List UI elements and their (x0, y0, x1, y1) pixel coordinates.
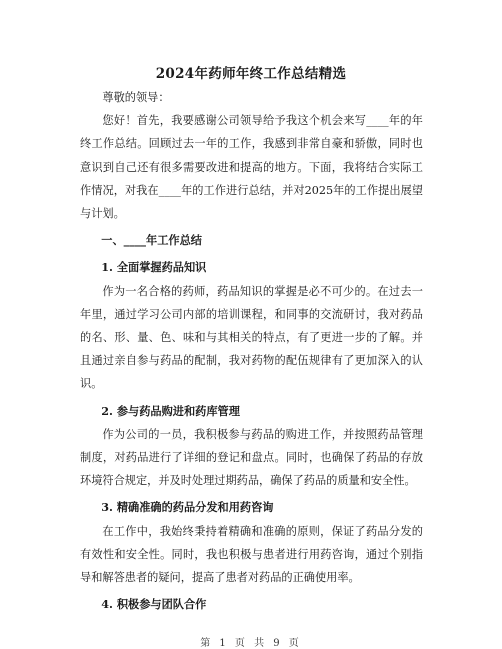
greeting: 尊敬的领导： (102, 91, 170, 104)
subsection-body-3: 在工作中，我始终秉持着精确和准确的原则，保证了药品分发的有效性和安全性。同时，我也积极与患者进行用药咨询，通过个别指导和解答患者的疑问，提高了患者对药品的正确使用率。 (80, 524, 423, 585)
subsection-heading-1: 1. 全面掌握药品知识 (101, 260, 207, 275)
subsection-heading-2: 2. 参与药品购进和药库管理 (101, 403, 240, 418)
subsection-body-2: 作为公司的一员，我积极参与药品的购进工作，并按照药品管理制度，对药品进行了详细的登记和盘点。同时，也确保了药品的存放环境符合规定，并及时处理过期药品，确保了药品的质量和安全性。 (80, 427, 423, 488)
subsection-body-1: 作为一名合格的药师，药品知识的掌握是必不可少的。在过去一年里，通过学习公司内部的培训课程，和同事的交流研讨，我对药品的名、形、量、色、味和与其相关的特点，有了更进一步的了解。并且通过亲自参与药品的配制，我对药物的配伍规律有了更加深入的认识。 (80, 284, 423, 391)
section-heading: 一、____年工作总结 (101, 233, 202, 248)
intro-paragraph: 您好！首先，我要感谢公司领导给予我这个机会来写____年的年终工作总结。回顾过去一年的工作，我感到非常自豪和骄傲，同时也意识到自己还有很多需要改进和提高的地方。下面，我将结合实际工作情况，对我在____年的工作进行总结，并对2025年的工作提出展望与计划。 (80, 114, 423, 221)
document-title: 2024年药师年终工作总结精选 (155, 66, 347, 82)
subsection-heading-4: 4. 积极参与团队合作 (101, 597, 207, 612)
document-body (80, 86, 423, 616)
page-number-footer: 第 1 页 共 9 页 (200, 638, 302, 649)
subsection-heading-3: 3. 精确准确的药品分发和用药咨询 (101, 500, 274, 515)
